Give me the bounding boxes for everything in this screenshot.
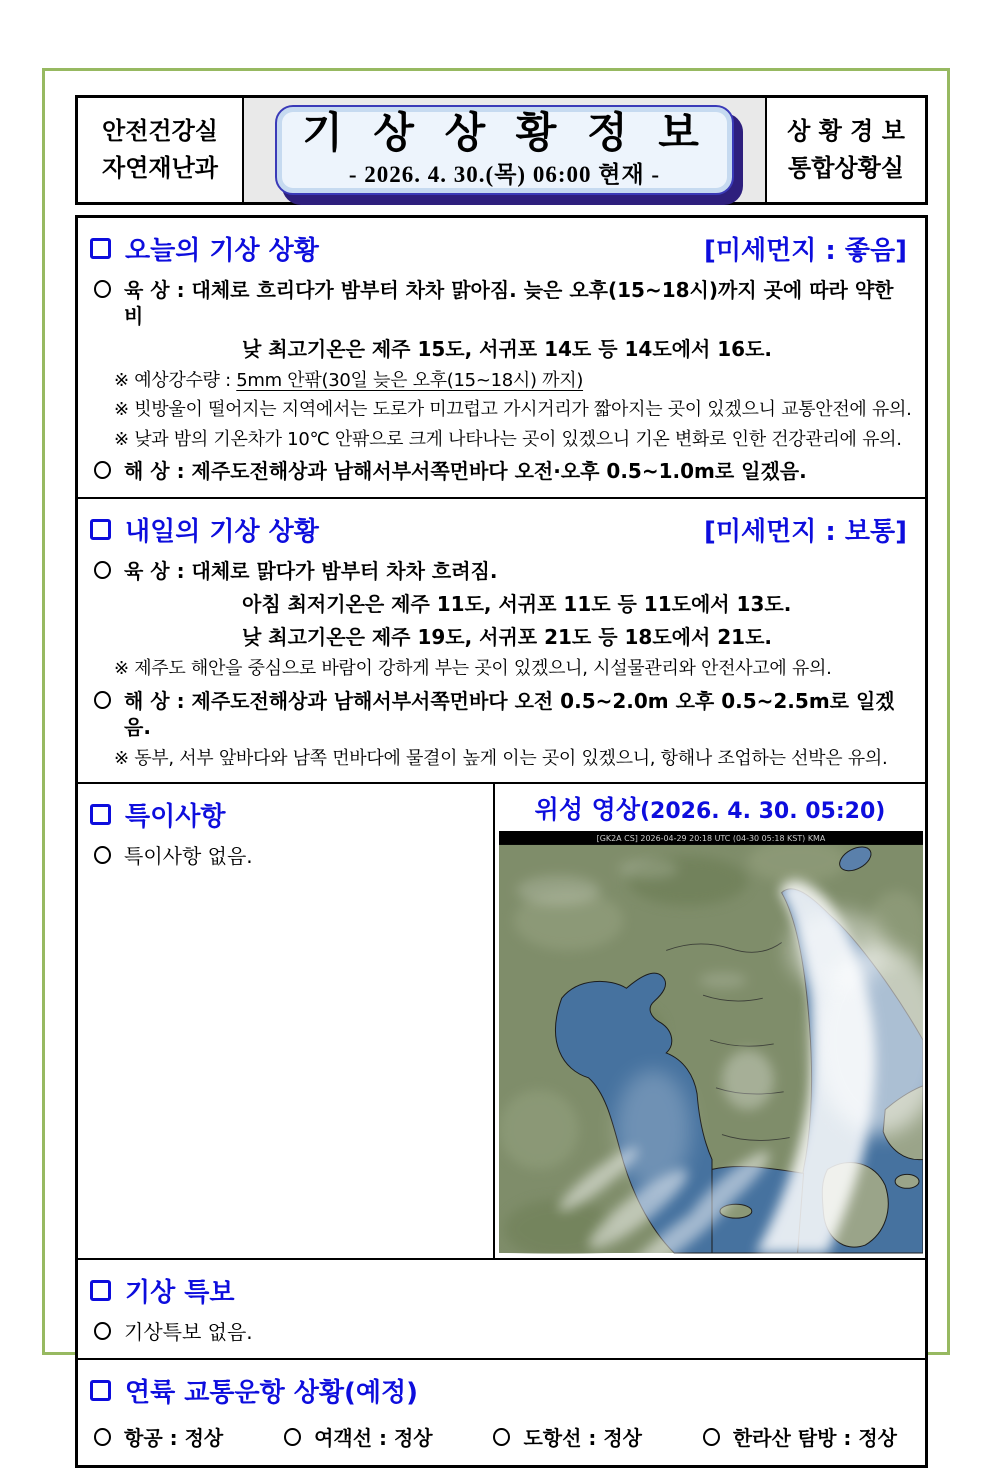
checkbox-icon [90, 804, 111, 825]
today-land-line2: 낮 최고기온은 제주 15도, 서귀포 14도 등 14도에서 16도. [242, 337, 772, 361]
section-heading-transport [90, 1372, 915, 1409]
section-title: 특이사항 [125, 801, 226, 832]
section-heading-warning [90, 1272, 915, 1309]
bullet-circle-icon [284, 1428, 301, 1446]
satellite-caption: [GK2A CS] 2026-04-29 20:18 UTC (04-30 05:18 KST) KMA [596, 833, 826, 843]
tomorrow-sea-line: 해 상 : 제주도전해상과 남해서부서쪽먼바다 오전 0.5~2.0m 오후 0.5~2.5m로 일겠음. [94, 688, 915, 740]
section-title: 연륙 교통운항 상황(예정) [125, 1377, 419, 1408]
bullet-circle-icon [94, 461, 111, 479]
today-sea-line: 해 상 : 제주도전해상과 남해서부서쪽먼바다 오전·오후 0.5~1.0m로 일겠음. [94, 458, 915, 484]
section-title: 기상 특보 [125, 1277, 235, 1308]
transport-item-air: 항공 : 정상 [94, 1425, 223, 1451]
report-title: 기 상 상 황 정 보 [302, 108, 707, 158]
section-weather-warning [78, 1258, 925, 1358]
section-today-weather [78, 218, 925, 497]
report-body [75, 215, 928, 1468]
department-line: 자연재난과 [102, 154, 218, 182]
dust-status-badge: [미세먼지 : 보통] [704, 517, 907, 548]
title-box [275, 105, 733, 194]
special-item: 특이사항 없음. [94, 843, 483, 869]
tomorrow-land-line2: 아침 최저기온은 제주 11도, 서귀포 11도 등 11도에서 13도. [242, 592, 792, 617]
section-heading-tomorrow [90, 511, 915, 548]
checkbox-icon [90, 238, 111, 259]
bullet-circle-icon [94, 846, 111, 864]
satellite-heading: 위성 영상(2026. 4. 30. 05:20) [534, 794, 886, 824]
section-heading-special [90, 796, 483, 833]
transport-item-island-ferry: 도항선 : 정상 [493, 1425, 642, 1451]
header-department [78, 98, 244, 202]
special-notes-column [78, 784, 495, 1258]
today-rain-note: ※ 예상강수량 : 5mm 안팎(30일 늦은 오후(15~18시) 까지) [114, 370, 584, 391]
checkbox-icon [90, 1280, 111, 1301]
bullet-circle-icon [94, 1428, 111, 1446]
bullet-circle-icon [493, 1428, 510, 1446]
tomorrow-land-line3: 낮 최고기온은 제주 19도, 서귀포 21도 등 18도에서 21도. [242, 625, 772, 650]
section-tomorrow-weather [78, 497, 925, 782]
office-line: 통합상황실 [788, 154, 904, 182]
today-land-line: 육 상 : 대체로 흐리다가 밤부터 차차 맑아짐. 늦은 오후(15~18시)까지 곳에 따라 약한 비 [94, 277, 915, 329]
tomorrow-wind-note: ※ 제주도 해안을 중심으로 바람이 강하게 부는 곳이 있겠으니, 시설물관리와 안전사고에 유의. [114, 658, 832, 680]
section-title: 오늘의 기상 상황 [125, 236, 319, 266]
report-datetime: - 2026. 4. 30.(목) 06:00 현재 - [348, 161, 661, 187]
section-special-satellite [78, 782, 925, 1258]
department-line: 안전건강실 [102, 116, 218, 145]
bullet-circle-icon [94, 561, 111, 579]
warning-item: 기상특보 없음. [94, 1319, 915, 1345]
tomorrow-land-line: 육 상 : 대체로 맑다가 밤부터 차차 흐려짐. [94, 558, 915, 584]
header-office [765, 98, 925, 202]
checkbox-icon [90, 1380, 111, 1401]
header-title-cell [244, 98, 765, 202]
transport-item-ferry: 여객선 : 정상 [284, 1425, 433, 1451]
section-heading-today [90, 230, 915, 267]
tomorrow-wave-note: ※ 동부, 서부 앞바다와 남쪽 먼바다에 물결이 높게 이는 곳이 있겠으니, 항해나 조업하는 선박은 유의. [114, 747, 888, 769]
section-title: 내일의 기상 상황 [125, 517, 319, 548]
bullet-circle-icon [94, 280, 111, 298]
report-header [75, 95, 928, 205]
checkbox-icon [90, 519, 111, 540]
satellite-image [499, 830, 923, 1254]
bullet-circle-icon [94, 691, 111, 709]
bullet-circle-icon [94, 1322, 111, 1340]
today-temp-note: ※ 낮과 밤의 기온차가 10℃ 안팎으로 크게 나타나는 곳이 있겠으니 기온 변화로 인한 건강관리에 유의. [114, 428, 902, 450]
today-road-note: ※ 빗방울이 떨어지는 지역에서는 도로가 미끄럽고 가시거리가 짧아지는 곳이 있겠으니 교통안전에 유의. [114, 399, 912, 421]
office-line: 상 황 경 보 [787, 116, 905, 145]
transport-item-hallasan: 한라산 탐방 : 정상 [703, 1425, 897, 1451]
transport-items [90, 1419, 915, 1459]
satellite-column [495, 784, 925, 1258]
section-transport-status [78, 1358, 925, 1465]
dust-status-badge: [미세먼지 : 좋음] [704, 236, 907, 266]
bullet-circle-icon [703, 1428, 720, 1446]
